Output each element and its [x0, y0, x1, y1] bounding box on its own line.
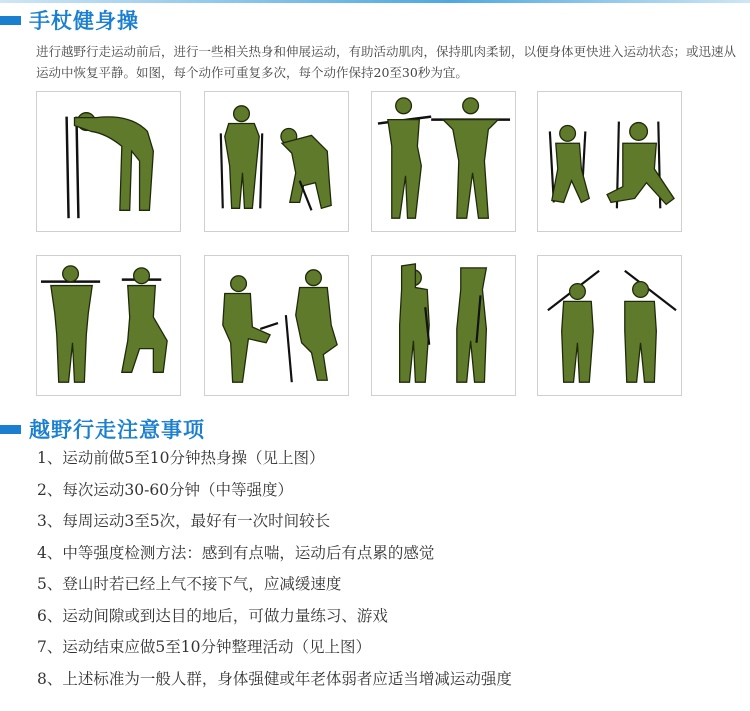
note-item: 6、运动间隙或到达目的地后，可做力量练习、游戏	[37, 606, 388, 625]
exercise-panel-1	[36, 91, 181, 232]
note-item: 3、每周运动3至5次，最好有一次时间较长	[37, 512, 331, 530]
note-item: 8、上述标准为一般人群，身体强健或年老体弱者应适当增减运动强度	[37, 669, 512, 688]
section-marker	[0, 425, 21, 434]
forward-bend-stretch-icon	[37, 92, 180, 231]
notes-list	[37, 443, 512, 695]
arm-behind-head-stretch-icon	[372, 256, 515, 395]
overhead-pole-rotation-icon	[372, 92, 515, 231]
note-item: 5、登山时若已经上气不接下气，应减缓速度	[37, 575, 342, 593]
note-item: 1、运动前做5至10分钟热身操（见上图）	[37, 449, 325, 467]
exercise-panel-5	[36, 255, 181, 396]
lunge-stretch-icon	[538, 92, 681, 231]
exercise-panel-7	[371, 255, 516, 396]
exercise-panel-8	[537, 255, 682, 396]
shoulder-pole-squat-icon	[37, 256, 180, 395]
exercise-grid	[36, 91, 708, 399]
note-item: 4、中等强度检测方法：感到有点喘，运动后有点累的感觉	[37, 543, 435, 562]
pole-squat-stretch-icon	[205, 92, 348, 231]
section-title: 手杖健身操	[29, 9, 139, 33]
side-bend-stretch-icon	[538, 256, 681, 395]
section-title: 越野行走注意事项	[29, 418, 205, 442]
calf-stretch-icon	[205, 256, 348, 395]
exercise-panel-4	[537, 91, 682, 232]
note-item: 2、每次运动30-60分钟（中等强度）	[37, 480, 294, 499]
section-header-exercises	[0, 5, 139, 35]
exercise-panel-6	[204, 255, 349, 396]
exercise-panel-3	[371, 91, 516, 232]
section-marker	[0, 16, 21, 25]
note-item: 7、运动结束应做5至10分钟整理活动（见上图）	[37, 638, 371, 656]
exercise-panel-2	[204, 91, 349, 232]
section-header-notes	[0, 414, 205, 444]
intro-paragraph: 进行越野行走运动前后，进行一些相关热身和伸展运动，有助活动肌肉，保持肌肉柔韧，以便身体更快进入运动状态；或迅速从运动中恢复平静。如图，每个动作可重复多次，每个动作保持20至30秒为宜。	[36, 44, 737, 80]
top-divider	[0, 0, 750, 3]
